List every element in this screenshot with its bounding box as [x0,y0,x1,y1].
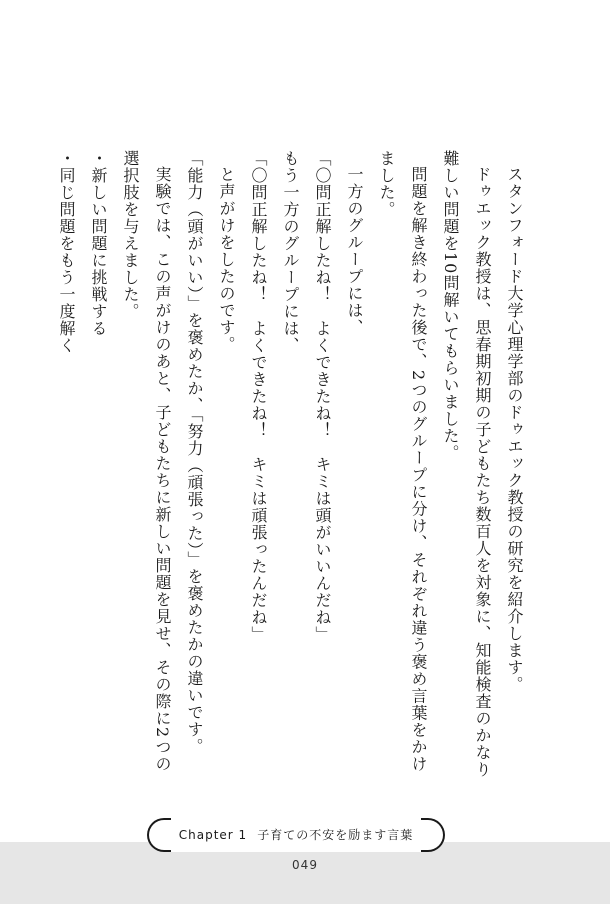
paragraph-line: ドゥエック教授は、思春期初期の子どもたち数百人を対象に、知能検査のかなり [473,166,492,778]
paragraph-line: 問題を解き終わった後で、2つのグループに分け、それぞれ違う褒め言葉をかけ [409,166,428,773]
paragraph-line: ました。 [377,150,396,218]
chapter-title: 子育ての不安を励ます言葉 [257,828,414,842]
paragraph-line: と声がけをしたのです。 [217,166,236,353]
quote-line: 「〇問正解したね！ よくできたね！ キミは頑張ったんだね」 [249,150,268,643]
paragraph-line: もう一方のグループには、 [281,150,300,354]
paragraph-line: スタンフォード大学心理学部のドゥエック教授の研究を紹介します。 [505,166,524,693]
paragraph-line: 実験では、この声がけのあと、子どもたちに新しい問題を見せ、その際に2つの [153,166,172,773]
page-number: 049 [292,858,318,872]
chapter-number: Chapter 1 [178,828,248,842]
vertical-body-text [57,150,530,790]
paragraph-line: 「能力（頭がいい）」を褒めたか、「努力（頑張った）」を褒めたかの違いです。 [185,150,204,755]
paragraph-line: 選択肢を与えました。 [121,150,140,320]
quote-line: 「〇問正解したね！ よくできたね！ キミは頭がいいんだね」 [313,150,332,643]
bullet-item: ・同じ問題をもう一度解く [57,150,76,354]
paragraph-line: 一方のグループには、 [345,166,364,336]
chapter-heading [147,818,445,852]
bullet-item: ・新しい問題に挑戦する [89,150,108,337]
paragraph-line: 難しい問題を10問解いてもらいました。 [441,150,460,462]
